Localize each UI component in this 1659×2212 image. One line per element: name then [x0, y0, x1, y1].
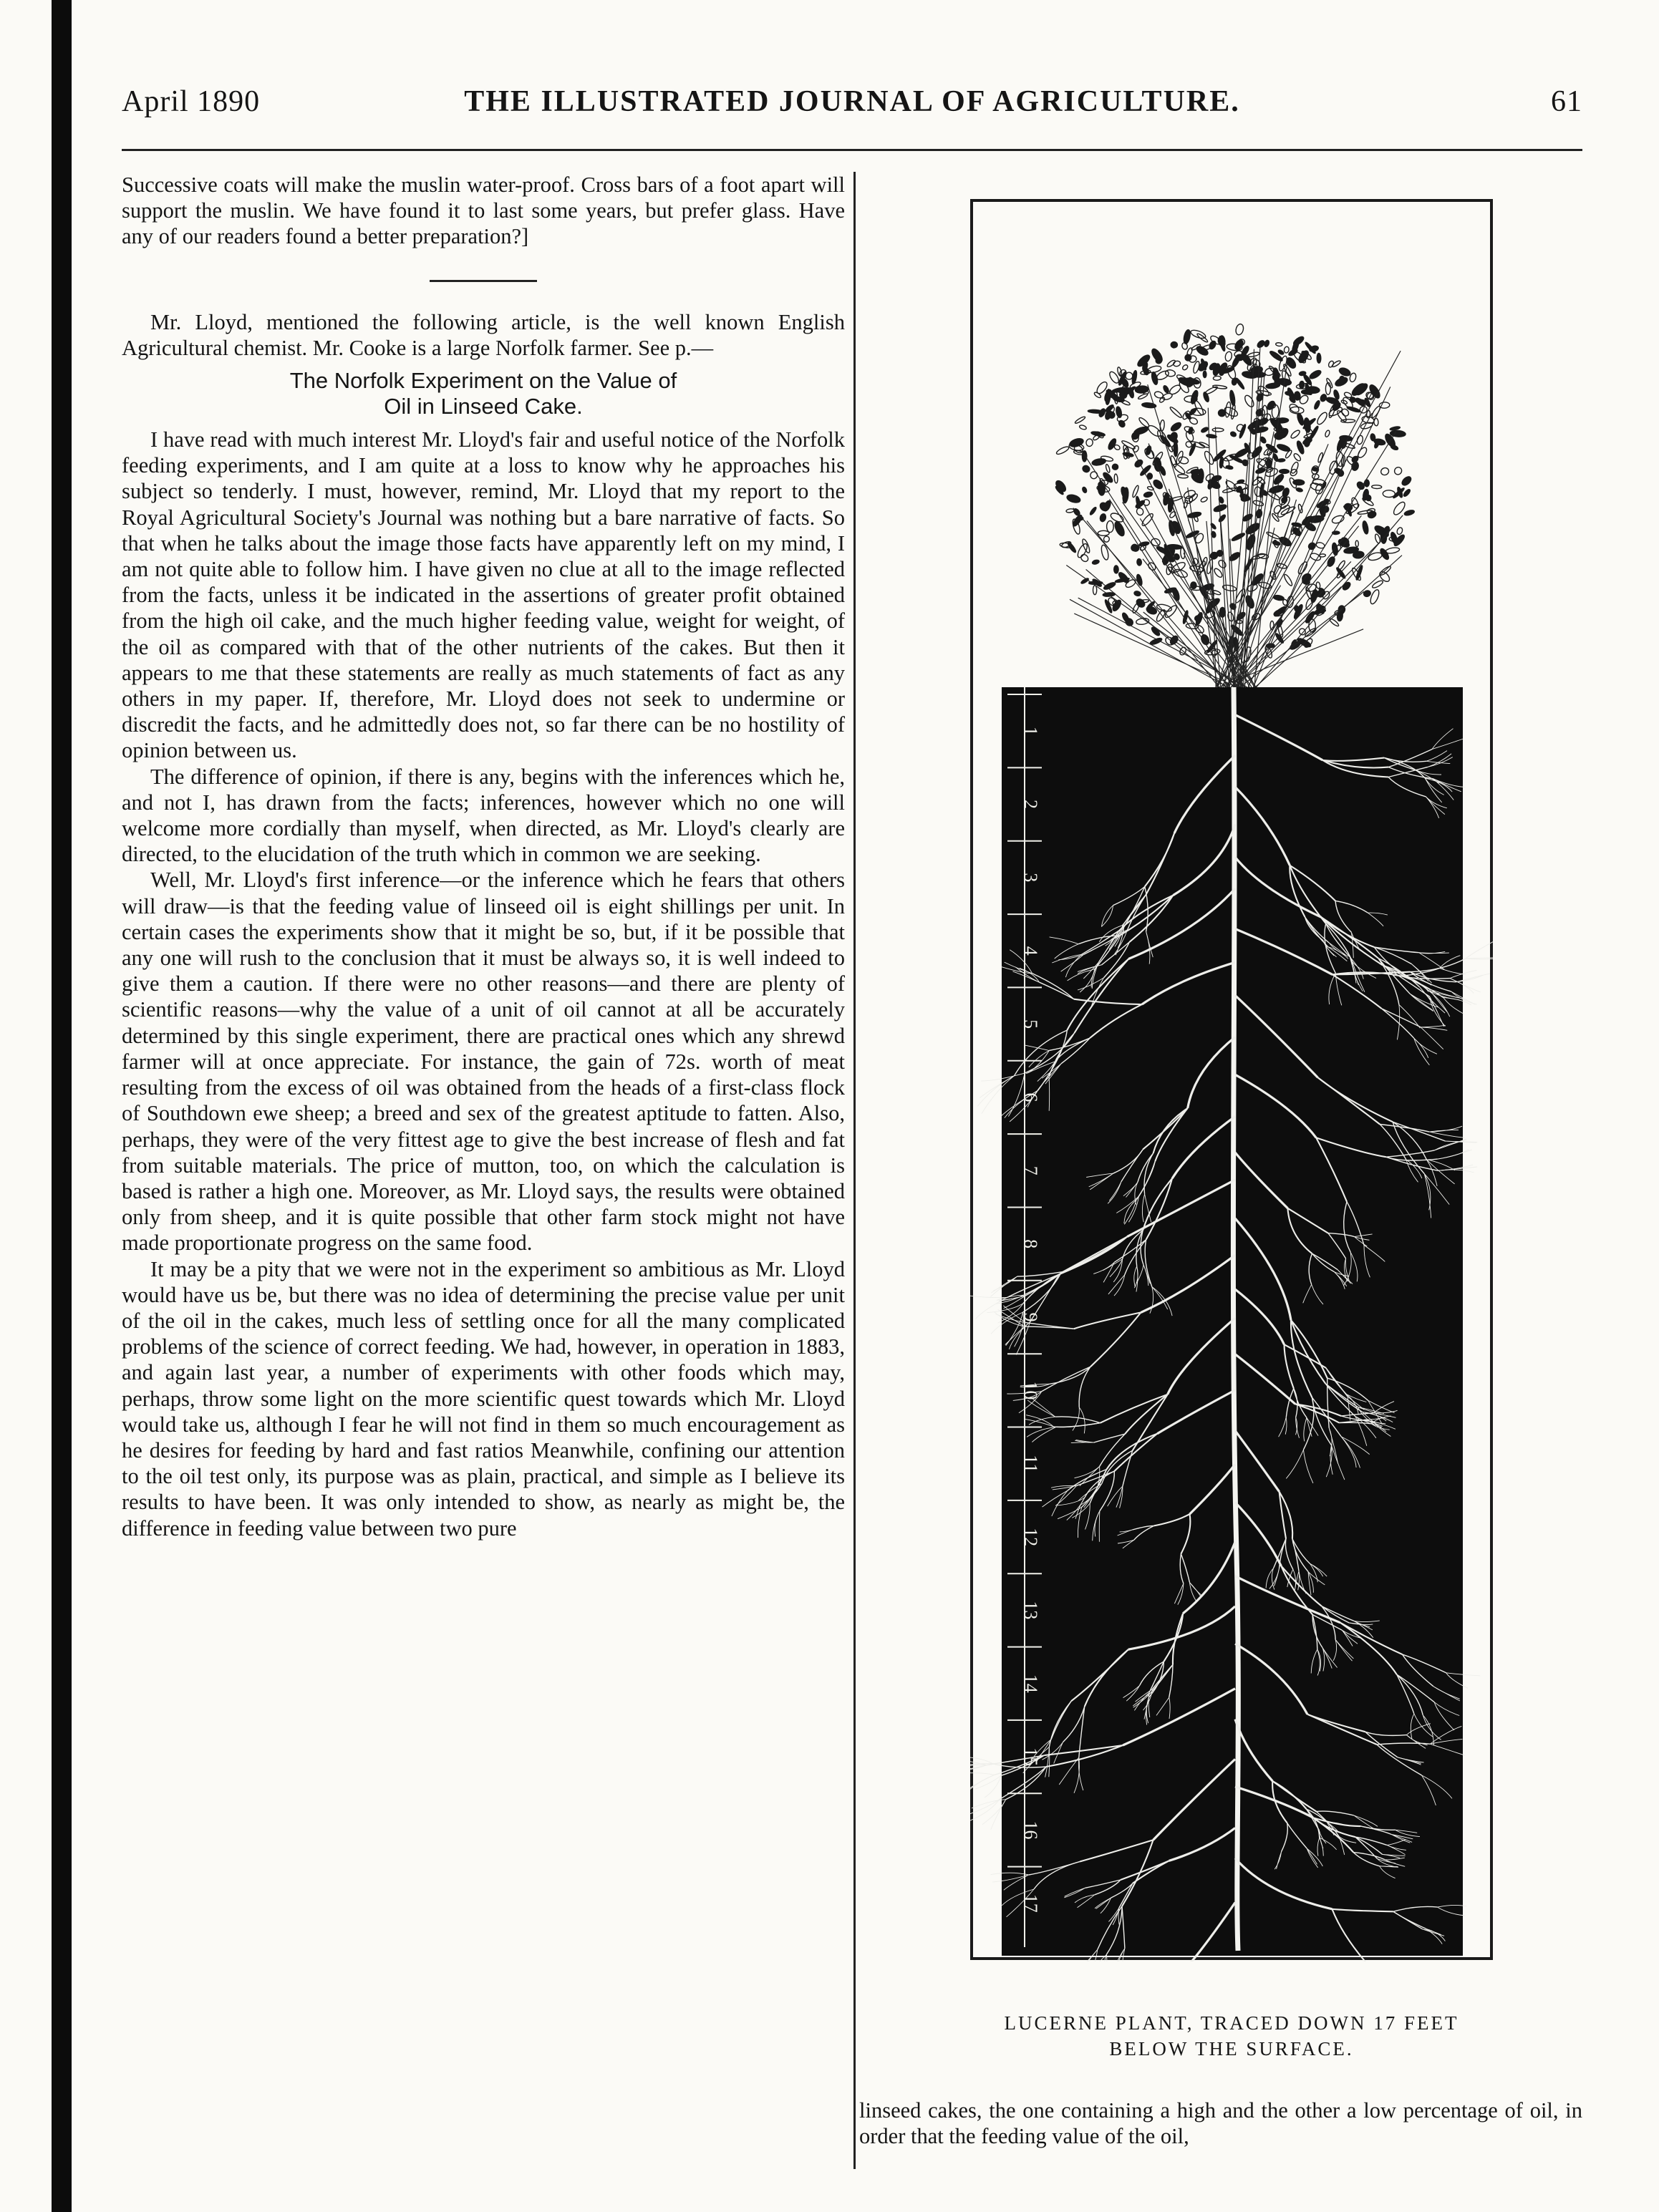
continuation-paragraph: linseed cakes, the one containing a high and the other a low percentage of oil, in order that the feeding value of the oil, — [859, 2098, 1582, 2149]
depth-scale-label: 2 — [1020, 800, 1041, 809]
body-paragraph: I have read with much interest Mr. Lloyd's fair and useful notice of the Norfolk feeding experiments, and I am quite at a loss to know why he approaches his subject so tenderly. I must, however, remind, Mr. Lloyd that my report to the Royal Agricultural Society's Journal was nothing but a bare narrative of facts. So that when he talks about the image those facts have apparently left on my mind, I am not quite able to follow him. I have given no clue at all to the image reflected from the facts, unless it be indicated in the assertions of greater profit obtained from the high oil cake, and the much higher feeding value, weight for weight, of the oil as compared with that of the other nutrients of the cakes. But then it appears to me that these statements are really as much statements of fact as any others in my paper. If, therefore, Mr. Lloyd does not seek to undermine or discredit the facts, and he admittedly does not, so far there can be no hostility of opinion between us. — [122, 427, 845, 763]
header-rule — [122, 149, 1582, 151]
depth-scale-label: 13 — [1020, 1601, 1041, 1620]
depth-scale-label: 14 — [1020, 1674, 1041, 1693]
article-title — [122, 368, 845, 419]
depth-scale-label: 17 — [1020, 1893, 1041, 1913]
article-title-line-2: Oil in Linseed Cake. — [384, 394, 583, 419]
body-paragraph: Well, Mr. Lloyd's first inference—or the inference which he fears that others will draw—is that the feeding value of linseed oil is eight shillings per unit. In certain cases the experiments show that it might be so, but, if it be possible that any one will rush to the conclusion that it must be always so, it is well indeed to give them a caution. If there were no other reasons—and there are plenty of scientific reasons—why the value of a unit of oil cannot at all be accurately determined by this single experiment, there are practical ones which any shrewd farmer will at once appreciate. For instance, the gain of 72s. worth of meat resulting from the excess of oil was obtained from the heads of a first-class flock of Southdown ewe sheep; a breed and sex of the greatest aptitude to fatten. Also, perhaps, they were of the very fittest age to give the best increase of flesh and fat from suitable materials. The price of mutton, too, on which the calculation is based is rather a high one. Moreover, as Mr. Lloyd says, the results were obtained only from sheep, and it is quite possible that other farm stock might not have made proportionate progress on the same food. — [122, 868, 845, 1256]
depth-scale-label: 3 — [1020, 873, 1041, 883]
issue-date: April 1890 — [122, 85, 261, 118]
depth-scale-label: 11 — [1020, 1455, 1041, 1473]
depth-scale-label: 4 — [1020, 946, 1041, 956]
figure-caption — [888, 2010, 1575, 2062]
depth-scale-label: 7 — [1020, 1165, 1041, 1175]
lucerne-root-illustration — [970, 193, 1493, 1961]
page-binding-edge — [52, 0, 72, 2212]
depth-scale-label: 8 — [1020, 1239, 1041, 1249]
depth-scale-label: 15 — [1020, 1747, 1041, 1767]
depth-scale-label: 1 — [1020, 726, 1041, 736]
column-rule — [853, 172, 856, 2169]
depth-scale-label: 5 — [1020, 1019, 1041, 1029]
body-paragraph: It may be a pity that we were not in the experiment so ambitious as Mr. Lloyd would have us be, but there was no idea of determining the precise value per unit of the oil in the cakes, much less of settling once for all the many complicated problems of the science of correct feeding. We had, however, in operation in 1883, and again last year, a number of experiments with other foods which may, perhaps, throw some light on the more scientific quest towards which Mr. Lloyd would take us, although I fear he will not find in them so much encouragement as he desires for feeding by hard and fast ratios Meanwhile, confining our attention to the oil test only, its purpose was as plain, practical, and simple as I believe its results to have been. It was only intended to show, as nearly as might be, the difference in feeding value between two pure — [122, 1256, 845, 1541]
depth-scale-label: 16 — [1020, 1820, 1041, 1840]
lucerne-plant-engraving — [970, 193, 1493, 1961]
running-header — [122, 84, 1582, 127]
depth-scale-label: 10 — [1020, 1381, 1041, 1400]
depth-scale-label: 6 — [1020, 1092, 1041, 1102]
article-title-line-1: The Norfolk Experiment on the Value of — [289, 368, 677, 394]
page-number: 61 — [1551, 85, 1582, 118]
section-divider — [430, 280, 537, 282]
body-paragraph: The difference of opinion, if there is any, begins with the inferences which he, and not I, has drawn from the facts; inferences, however which no one will welcome more cordially than myself, when directed, as Mr. Lloyd's clearly are directed, to the elucidation of the truth which in common we are seeking. — [122, 764, 845, 867]
caption-line-1: LUCERNE PLANT, TRACED DOWN 17 FEET — [1004, 2012, 1459, 2034]
right-column-text — [859, 2097, 1582, 2149]
journal-title: THE ILLUSTRATED JOURNAL OF AGRICULTURE. — [464, 85, 1240, 118]
caption-line-2: BELOW THE SURFACE. — [1109, 2038, 1354, 2060]
left-column — [122, 172, 845, 1541]
closing-paragraph: Successive coats will make the muslin water-proof. Cross bars of a foot apart will support the muslin. We have found it to last some years, but prefer glass. Have any of our readers found a better preparation?] — [122, 173, 845, 249]
depth-scale-label: 9 — [1020, 1312, 1041, 1322]
editor-intro: Mr. Lloyd, mentioned the following article, is the well known English Agricultural chemist. Mr. Cooke is a large Norfolk farmer. See p.— — [122, 309, 845, 360]
depth-scale-label: 12 — [1020, 1528, 1041, 1547]
